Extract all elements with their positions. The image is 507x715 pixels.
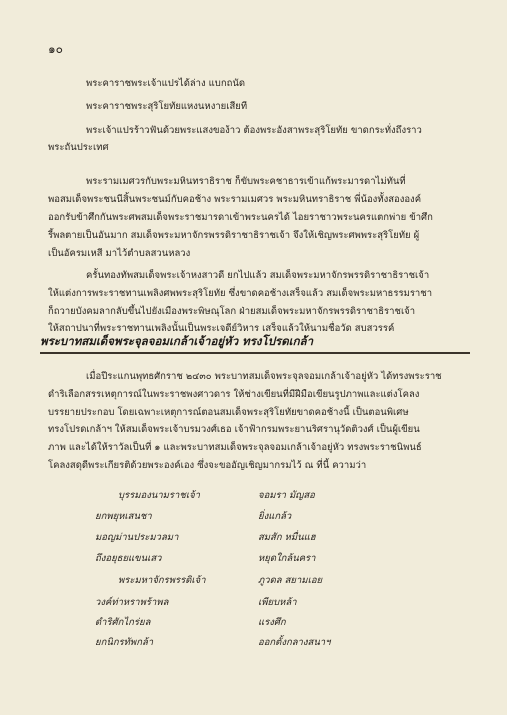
- verse-left: ยกนิกรทัพกล้า: [95, 637, 154, 648]
- text-line: ทรงโปรดเกล้าฯ ให้สมเด็จพระเจ้าบรมวงศ์เธอ เจ้าฟ้ากรมพระยานริศรานุวัดติวงศ์ เป็นผู้เขียน: [48, 424, 420, 435]
- text-line: ก็ถวายบังคมลากลับขึ้นไปยังเมืองพระพิษณุโลก ฝ่ายสมเด็จพระมหาจักรพรรดิราชาธิราชเจ้า: [48, 306, 416, 317]
- text-line: พระถันประเทศ: [48, 142, 109, 153]
- text-line: บรรยายประกอบ โดยเฉพาะเหตุการณ์ตอนสมเด็จพระสุริโยทัยขาดคอช้างนี้ เป็นตอนพิเศษ: [48, 407, 409, 418]
- text-line: ให้แต่งการพระราชทานเพลิงศพพระสุริโยทัย ซึ่งขาดคอช้างเสร็จแล้ว สมเด็จพระมหาธรรมราชา: [48, 288, 433, 299]
- verse-right: สมสัก หมื่นแฮ: [258, 532, 316, 543]
- verse-left: วงค์ท่าหราพร้าพล: [95, 597, 169, 608]
- text-line: พระคาราชพระเจ้าแปรได้ล่าง แบกถนัด: [86, 78, 245, 89]
- text-line: เมื่อปีระแกนพุทธศักราช ๒๔๓๐ พระบาทสมเด็จพระจุลจอมเกล้าเจ้าอยู่หัว ได้ทรงพระราช: [86, 371, 442, 382]
- verse-left: ดำริศักไกร่ยล: [95, 617, 151, 628]
- text-line: ครั้นทองทัพสมเด็จพระเจ้าหงสาวดี ยกไปแล้ว สมเด็จพระมหาจักรพรรดิราชาธิราชเจ้า: [86, 270, 430, 281]
- verse-left: ถึงอยุธยแขนเสว: [95, 553, 162, 564]
- verse-right: ยิ่งแกล้ว: [258, 511, 292, 522]
- text-line: ภาพ และได้ให้ราวัลเป็นที่ ๑ และพระบาทสมเด็จพระจุลจอมเกล้าเจ้าอยู่หัว ทรงพระราชนิพนธ์: [48, 442, 422, 453]
- text-line: พระคาราชพระสุริโยทัยแหงนหงายเสียที: [86, 101, 248, 112]
- verse-right: หยุดใกล้นครา: [258, 553, 316, 564]
- text-line: เป็นอัครมเหสี มาไว้ตำบลสวนหลวง: [48, 248, 191, 259]
- heading-underline: [40, 352, 470, 354]
- page-number: ๑๐: [48, 42, 63, 56]
- text-line: พระเจ้าแปรร้าวฟันด้วยพระแสงของ้าว ต้องพระอังสาพระสุริโยทัย ขาดกระทั่งถึงราว: [86, 125, 422, 136]
- text-line: ออกรับข้าศึกกันพระศพสมเด็จพระราชมารดาเข้าพระนครได้ ไอยราชาวพระนครแตกพ่าย ข้าศึก: [48, 212, 433, 223]
- verse-right: เพียบหล้า: [258, 597, 297, 608]
- verse-left: พระมหาจักรพรรดิเจ้า: [118, 575, 206, 586]
- verse-right: จอมรา มัญสอ: [258, 490, 315, 501]
- verse-left: บุรรมองนามราชเจ้า: [118, 490, 200, 501]
- verse-right: ออกตั้งกลางสนาฯ: [258, 637, 331, 648]
- verse-left: ยกพยุหเสนชา: [95, 511, 152, 522]
- verse-left: มอญม่านประมวลมา: [95, 532, 179, 543]
- text-line: พระรามเมศวรกับพระมหินทราธิราช ก็ขับพระคชาธารเข้าแก้พระมารดาไม่ทันที่: [86, 176, 406, 187]
- text-line: ดำริเลือกสรรเหตุการณ์ในพระราชพงศาวดาร ให้ช่างเขียนที่มีฝีมือเขียนรูปภาพและแต่งโคลง: [48, 389, 420, 400]
- text-line: พอสมเด็จพระชนนีสิ้นพระชนม์กับคอช้าง พระรามเมศวร พระมหินทราธิราช พี่น้องทั้งสององค์: [48, 194, 422, 205]
- text-line: รี้พลตายเป็นอันมาก สมเด็จพระมหาจักรพรรดิราชาธิราชเจ้า จึงให้เชิญพระศพพระสุริโยทัย ผู้: [48, 230, 420, 241]
- section-heading: พระบาทสมเด็จพระจุลจอมเกล้าเจ้าอยู่หัว ทรงโปรดเกล้า: [40, 334, 314, 348]
- text-line: ให้สถาปนาที่พระราชทานเพลิงนั้นเป็นพระเจดีย์วิหาร เสร็จแล้วให้นามชื่อวัด สบสวรรค์: [48, 323, 395, 334]
- verse-right: ภูวดล สยามเอย: [258, 575, 323, 586]
- verse-right: แรงศึก: [258, 617, 286, 628]
- text-line: โคลงสดุดีพระเกียรติด้วยพระองค์เอง ซึ่งจะขออัญเชิญมากรมไว้ ณ ที่นี้ ความว่า: [48, 460, 367, 471]
